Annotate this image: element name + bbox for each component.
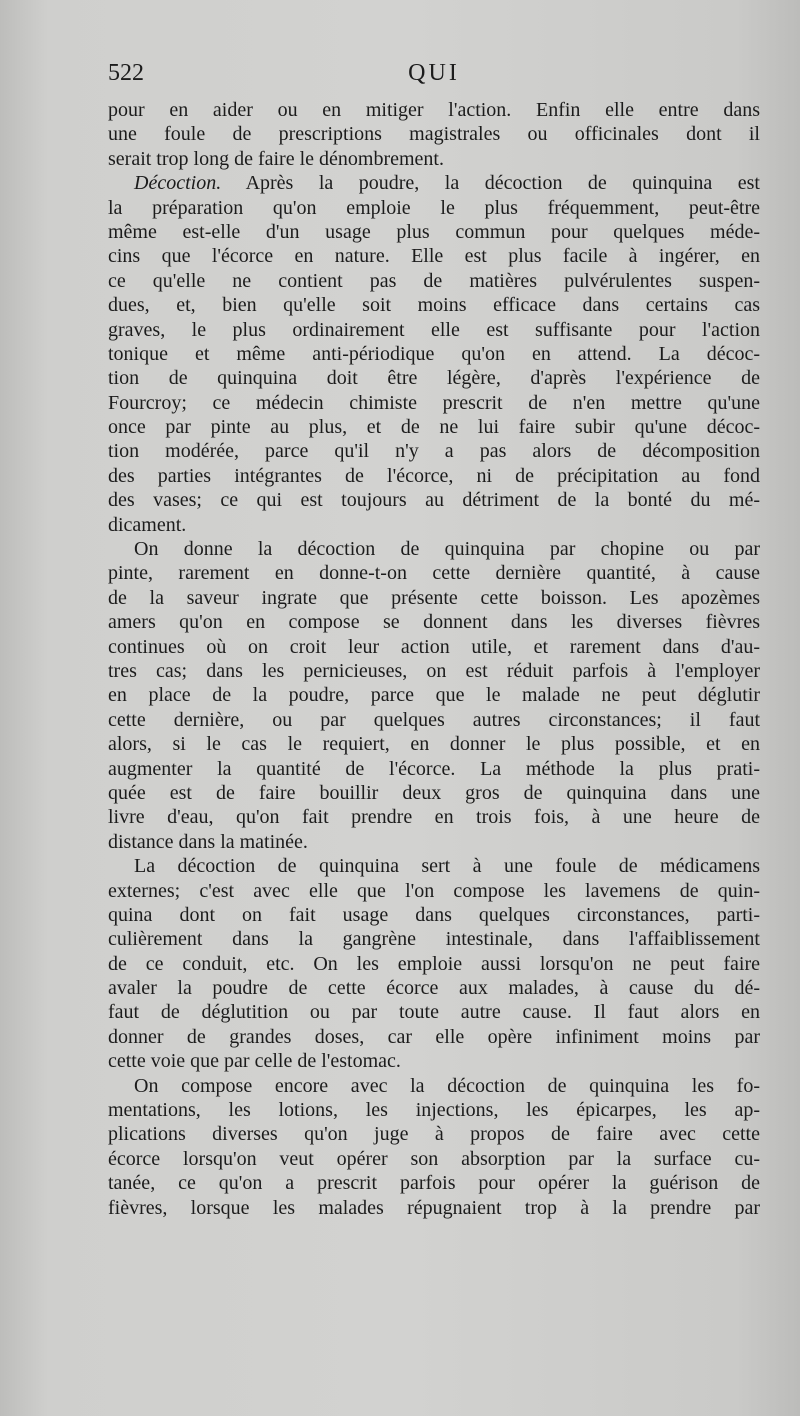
text-line: graves, le plus ordinairement elle est suffisante pour l'action [108,318,760,341]
text-line: une foule de prescriptions magistrales ou officinales dont il [108,123,760,146]
text-line: distance dans la matinée. [108,830,308,853]
text-line: en place de la poudre, parce que le malade ne peut déglutir [108,684,760,707]
paragraph-2 [108,171,760,537]
text-line: tion modérée, parce qu'il n'y a pas alors de décomposition [108,440,760,463]
text-line: fièvres, lorsque les malades répugnaient trop à la prendre par [108,1196,760,1219]
text-line: tres cas; dans les pernicieuses, on est réduit parfois à l'employer [108,659,760,682]
text-line: des vases; ce qui est toujours au détriment de la bonté du mé- [108,489,760,512]
text-line: Fourcroy; ce médecin chimiste prescrit de n'en mettre qu'une [108,391,760,414]
text-line: tanée, ce qu'on a prescrit parfois pour opérer la guérison de [108,1172,760,1195]
text-line: écorce lorsqu'on veut opérer son absorption par la surface cu- [108,1147,760,1170]
text-line: avaler la poudre de cette écorce aux malades, à cause du dé- [108,977,760,1000]
text-line: de ce conduit, etc. On les emploie aussi lorsqu'on ne peut faire [108,952,760,975]
text-line: cette dernière, ou par quelques autres circonstances; il faut [108,708,760,731]
text-line: cette voie que par celle de l'estomac. [108,1050,401,1073]
text-line: tonique et même anti-périodique qu'on en attend. La décoc- [108,342,760,365]
text-line: On donne la décoction de quinquina par chopine ou par [134,538,760,561]
text-line: culièrement dans la gangrène intestinale, dans l'affaiblissement [108,928,760,951]
text-line: externes; c'est avec elle que l'on compose les lavemens de quin- [108,879,760,902]
text-line: dues, et, bien qu'elle soit moins efficace dans certains cas [108,294,760,317]
paragraph-3 [108,537,760,854]
running-title: QUI [408,60,460,86]
page-number: 522 [108,60,144,86]
paragraph-1 [108,98,760,171]
paragraph-4 [108,854,760,1074]
text-line: des parties intégrantes de l'écorce, ni de précipitation au fond [108,464,760,487]
text-line: quina dont on fait usage dans quelques circonstances, parti- [108,903,760,926]
text-line: faut de déglutition ou par toute autre cause. Il faut alors en [108,1001,760,1024]
text-line: augmenter la quantité de l'écorce. La méthode la plus prati- [108,757,760,780]
text-line: once par pinte au plus, et de ne lui faire subir qu'une décoc- [108,416,760,439]
text-line [108,171,760,195]
text-line: de la saveur ingrate que présente cette boisson. Les apozèmes [108,586,760,609]
text-line: plications diverses qu'on juge à propos de faire avec cette [108,1123,760,1146]
text-line: ce qu'elle ne contient pas de matières pulvérulentes suspen- [108,269,760,292]
text-line: donner de grandes doses, car elle opère infiniment moins par [108,1025,760,1048]
text-line: pour en aider ou en mitiger l'action. Enfin elle entre dans [108,99,760,121]
text-line: quée est de faire bouillir deux gros de quinquina dans une [108,781,760,804]
text-line: même est-elle d'un usage plus commun pour quelques méde- [108,220,760,243]
text-line: On compose encore avec la décoction de quinquina les fo- [134,1074,760,1097]
text-line: tion de quinquina doit être légère, d'après l'expérience de [108,367,760,390]
text-line: alors, si le cas le requiert, en donner le plus possible, et en [108,733,760,756]
text-line: amers qu'on en compose se donnent dans les diverses fièvres [108,611,760,634]
text-line: dicament. [108,513,187,536]
text-line: livre d'eau, qu'on fait prendre en trois fois, à une heure de [108,806,760,829]
text-line: serait trop long de faire le dénombrement. [108,147,444,170]
text-line: cins que l'écorce en nature. Elle est plus facile à ingérer, en [108,245,760,268]
text-line: continues où on croit leur action utile, et rarement dans d'au- [108,635,760,658]
text-line: La décoction de quinquina sert à une foule de médicamens [134,855,760,878]
text-line: mentations, les lotions, les injections, les épicarpes, les ap- [108,1099,760,1122]
page-body [108,98,760,1220]
section-heading: Décoction. [134,172,222,195]
page-header [108,60,760,94]
text-line: pinte, rarement en donne-t-on cette dernière quantité, à cause [108,562,760,585]
text-line: la préparation qu'on emploie le plus fréquemment, peut-être [108,196,760,219]
paragraph-5 [108,1074,760,1220]
text-run: Après la poudre, la décoction de quinquina est [221,172,760,195]
